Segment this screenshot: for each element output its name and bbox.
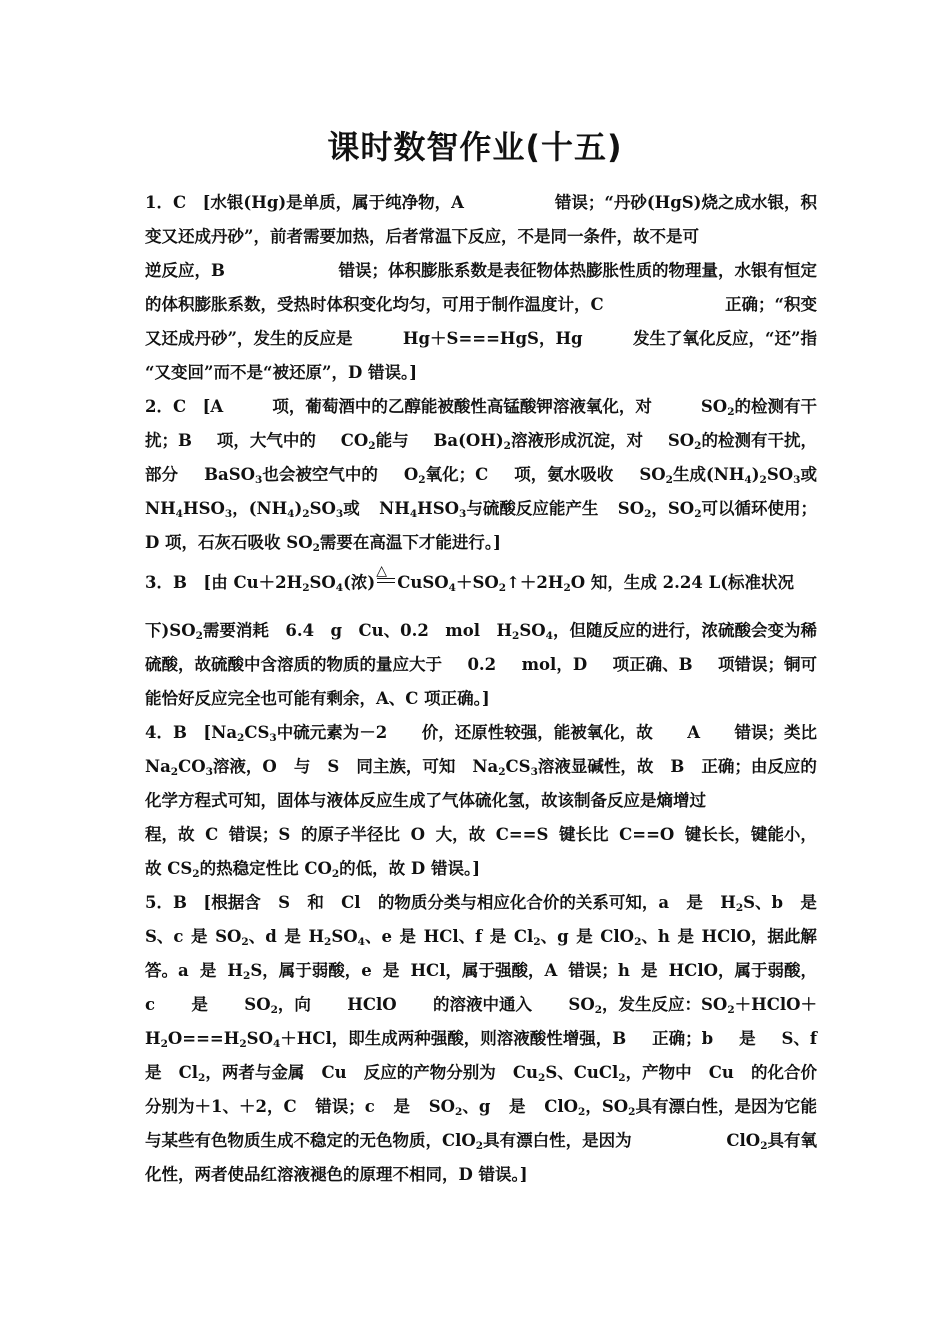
- text-line: S、c 是 $SO_2$、d 是 $H_2SO_4$、e 是 HCl、f 是 $Cl_2$、g 是 ClO$_2$、h 是 HClO，据此解: [145, 927, 817, 948]
- text-line: 3．B [由 $Cu+2H_2SO_4$(浓) △ $CuSO_4+SO_2↑+2H_2O$ 知，生成 2.24 L(标准状况: [145, 566, 817, 600]
- page-title: 课时数智作业(十五): [327, 128, 623, 166]
- text-line: $H_2O===H_2SO_4+HCl$，即生成两种强酸，则溶液酸性增强，B 正确；b 是 S、f: [145, 1029, 817, 1050]
- answer-item: [145, 186, 817, 390]
- text-line: 化学方程式可知，固体与液体反应生成了气体硫化氢，故该制备反应是熵增过: [145, 791, 706, 810]
- text-line: 1．C [水银(Hg)是单质，属于纯净物，A 错误；“丹砂(HgS)烧之成水银，积: [145, 193, 817, 212]
- text-line: 化性，两者使品红溶液褪色的原理不相同，D 错误。]: [145, 1165, 528, 1184]
- text-line: 硫酸，故硫酸中含溶质的物质的量应大于 0.2 mol，D 项正确、B 项错误；铜可: [145, 655, 817, 674]
- text-line: 逆反应，B 错误；体积膨胀系数是表征物体热膨胀性质的物理量，水银有恒定: [145, 261, 817, 280]
- answer-item: [145, 716, 817, 886]
- text-line: 故 $CS_2$的热稳定性比 $CO_2$的低，故 D 错误。]: [145, 859, 481, 880]
- text-line: 4．B [$Na_2CS_3$中硫元素为－2 价，还原性较强，能被氧化，故 A 错误；类比: [145, 723, 817, 744]
- answer-item: [145, 886, 817, 1192]
- text-line: 下)$SO_2$需要消耗 6.4 g Cu、0.2 mol $H_2SO_4$，但随反应的进行，浓硫酸会变为稀: [145, 621, 817, 642]
- answer-item: [145, 390, 817, 560]
- text-line: 程，故 C 错误；S 的原子半径比 O 大，故 C==S 键长比 C==O 键长长，键能小，: [145, 825, 817, 844]
- text-line: D 项，石灰石吸收 $SO_2$需要在高温下才能进行。]: [145, 533, 501, 554]
- text-line: 能恰好反应完全也可能有剩余，A、C 项正确。]: [145, 689, 490, 708]
- text-line: 是 $Cl_2$，两者与金属 Cu 反应的产物分别为 $Cu_2S$、CuCl$_2$，产物中 Cu 的化合价: [145, 1063, 817, 1084]
- text-line: 答。a 是 $H_2S$，属于弱酸，e 是 HCl，属于强酸，A 错误；h 是 HClO，属于弱酸，: [145, 961, 817, 982]
- text-line: $NH_4HSO_3$，$(NH_4)_2SO_3$或 $NH_4HSO_3$与硫酸反应能产生 $SO_2$，$SO_2$可以循环使用；: [145, 499, 817, 520]
- text-line: “又变回”而不是“被还原”，D 错误。]: [145, 363, 418, 382]
- text-line: 扰；B 项，大气中的 $CO_2$能与 $Ba(OH)_2$溶液形成沉淀，对 $SO_2$的检测有干扰，: [145, 431, 817, 452]
- text-line: 5．B [根据含 S 和 Cl 的物质分类与相应化合价的关系可知，a 是 $H_2S$、b 是: [145, 893, 817, 914]
- text-line: 分别为＋1、＋2，C 错误；c 是 $SO_2$、g 是 ClO$_2$，$SO_2$具有漂白性，是因为它能: [145, 1097, 817, 1118]
- answer-item: [145, 563, 817, 716]
- text-line: 与某些有色物质生成不稳定的无色物质，ClO$_2$具有漂白性，是因为 ClO$_2$具有氧: [145, 1131, 817, 1152]
- text-line: $Na_2CO_3$溶液，O 与 S 同主族，可知 $Na_2CS_3$溶液显碱性，故 B 正确；由反应的: [145, 757, 817, 778]
- text-line: 2．C [A 项，葡萄酒中的乙醇能被酸性高锰酸钾溶液氧化，对 $SO_2$的检测有干: [145, 397, 817, 418]
- text-line: 又还成丹砂”，发生的反应是 Hg＋S===HgS，Hg 发生了氧化反应，“还”指: [145, 329, 817, 348]
- heating-condition-arrow: △: [375, 566, 397, 600]
- answer-list: [145, 186, 817, 1192]
- text-line: 的体积膨胀系数，受热时体积变化均匀，可用于制作温度计，C 正确；“积变: [145, 295, 817, 314]
- text-line: 部分 BaSO$_3$也会被空气中的 $O_2$氧化；C 项，氨水吸收 $SO_2$生成$(NH_4)_2SO_3$或: [145, 465, 817, 486]
- text-line: c 是 $SO_2$，向 HClO 的溶液中通入 $SO_2$，发生反应：$SO_2+HClO+$: [145, 995, 817, 1016]
- text-line: 变又还成丹砂”，前者需要加热，后者常温下反应，不是同一条件，故不是可: [145, 227, 699, 246]
